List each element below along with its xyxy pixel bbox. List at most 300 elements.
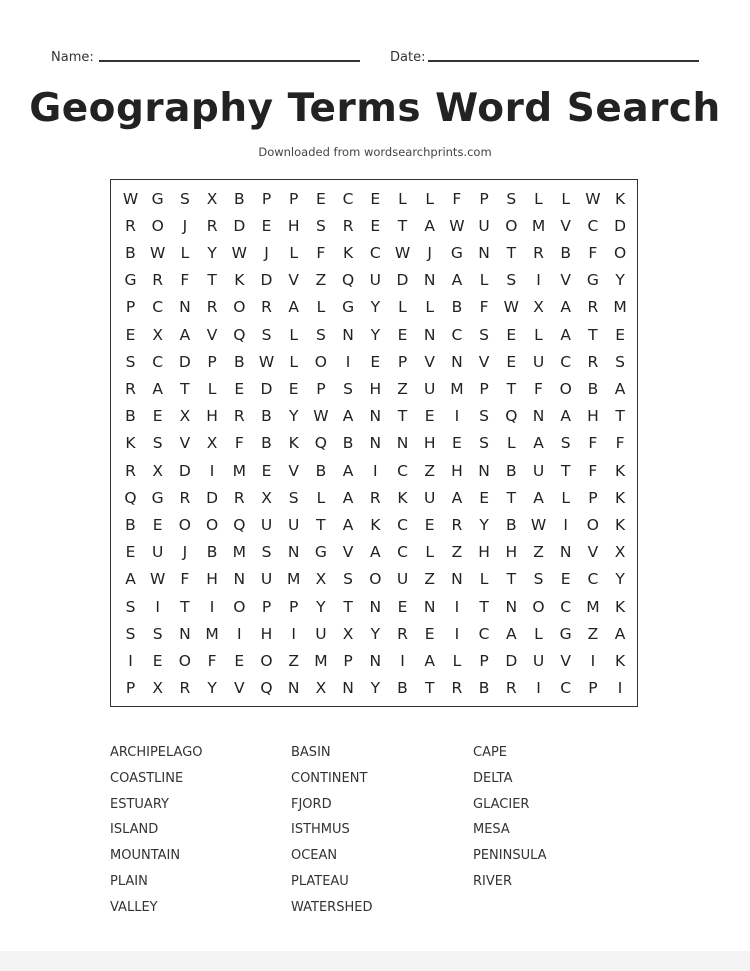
grid-cell[interactable]: S: [152, 434, 163, 453]
grid-cell[interactable]: N: [478, 243, 490, 262]
grid-cell[interactable]: O: [559, 379, 572, 398]
grid-cell[interactable]: B: [125, 515, 136, 534]
grid-cell[interactable]: T: [207, 271, 217, 290]
grid-cell[interactable]: A: [533, 488, 544, 507]
grid-cell[interactable]: I: [237, 624, 242, 643]
grid-cell[interactable]: Y: [207, 679, 217, 698]
grid-cell[interactable]: S: [125, 352, 136, 371]
grid-cell[interactable]: L: [289, 243, 298, 262]
grid-cell[interactable]: K: [615, 488, 626, 507]
name-field[interactable]: [99, 60, 360, 62]
grid-cell[interactable]: F: [588, 243, 598, 262]
grid-cell[interactable]: P: [479, 379, 489, 398]
grid-cell[interactable]: Q: [124, 488, 137, 507]
grid-cell[interactable]: W: [150, 243, 166, 262]
grid-cell[interactable]: B: [505, 461, 517, 480]
grid-cell[interactable]: E: [152, 515, 163, 534]
grid-cell[interactable]: E: [234, 379, 245, 398]
grid-cell[interactable]: E: [152, 407, 163, 426]
grid-cell[interactable]: B: [451, 298, 463, 317]
grid-cell[interactable]: K: [615, 461, 626, 480]
grid-cell[interactable]: Z: [587, 624, 599, 643]
grid-cell[interactable]: Y: [370, 679, 381, 698]
grid-cell[interactable]: L: [506, 434, 516, 453]
grid-cell[interactable]: E: [424, 515, 435, 534]
grid-cell[interactable]: R: [125, 216, 136, 235]
grid-cell[interactable]: F: [180, 271, 190, 290]
grid-cell[interactable]: V: [342, 543, 354, 562]
grid-cell[interactable]: N: [179, 298, 191, 317]
grid-cell[interactable]: S: [479, 407, 490, 426]
grid-cell[interactable]: L: [316, 488, 326, 507]
grid-cell[interactable]: S: [343, 379, 354, 398]
grid-cell[interactable]: L: [561, 189, 570, 208]
grid-cell[interactable]: Q: [341, 271, 355, 290]
grid-cell[interactable]: H: [423, 434, 436, 453]
date-field[interactable]: [428, 60, 699, 62]
grid-cell[interactable]: P: [479, 651, 489, 670]
grid-cell[interactable]: C: [397, 515, 408, 534]
grid-cell[interactable]: O: [151, 216, 164, 235]
grid-cell[interactable]: R: [233, 488, 245, 507]
grid-cell[interactable]: O: [233, 298, 246, 317]
grid-cell[interactable]: D: [260, 379, 273, 398]
grid-cell[interactable]: N: [287, 543, 300, 562]
grid-cell[interactable]: U: [260, 570, 273, 589]
grid-cell[interactable]: T: [343, 597, 353, 616]
grid-cell[interactable]: Q: [233, 515, 246, 534]
grid-cell[interactable]: C: [397, 543, 408, 562]
grid-cell[interactable]: Y: [207, 243, 217, 262]
grid-cell[interactable]: F: [316, 243, 326, 262]
grid-cell[interactable]: W: [122, 189, 139, 208]
grid-cell[interactable]: N: [423, 271, 436, 290]
grid-cell[interactable]: N: [369, 434, 382, 453]
grid-cell[interactable]: R: [125, 379, 136, 398]
grid-cell[interactable]: O: [505, 216, 518, 235]
grid-cell[interactable]: E: [506, 325, 517, 344]
grid-cell[interactable]: A: [288, 298, 299, 317]
grid-cell[interactable]: J: [427, 243, 432, 262]
grid-cell[interactable]: T: [180, 597, 190, 616]
grid-cell[interactable]: E: [451, 434, 462, 453]
grid-cell[interactable]: D: [260, 271, 273, 290]
grid-cell[interactable]: V: [560, 271, 571, 290]
grid-cell[interactable]: E: [370, 216, 381, 235]
grid-cell[interactable]: D: [614, 216, 627, 235]
grid-cell[interactable]: Z: [315, 271, 327, 290]
grid-cell[interactable]: C: [451, 325, 463, 344]
grid-cell[interactable]: K: [615, 651, 626, 670]
grid-cell[interactable]: I: [536, 271, 541, 290]
grid-cell[interactable]: S: [506, 189, 517, 208]
grid-cell[interactable]: X: [614, 543, 626, 562]
grid-cell[interactable]: L: [289, 325, 298, 344]
grid-cell[interactable]: W: [394, 243, 411, 262]
grid-cell[interactable]: U: [288, 515, 300, 534]
grid-cell[interactable]: A: [560, 407, 571, 426]
grid-cell[interactable]: A: [533, 434, 544, 453]
grid-cell[interactable]: B: [505, 515, 517, 534]
grid-cell[interactable]: R: [342, 216, 354, 235]
grid-cell[interactable]: T: [316, 515, 326, 534]
grid-cell[interactable]: A: [424, 216, 435, 235]
grid-cell[interactable]: Y: [316, 597, 326, 616]
grid-cell[interactable]: Z: [288, 651, 299, 670]
grid-cell[interactable]: Y: [370, 624, 381, 643]
grid-cell[interactable]: T: [506, 379, 517, 398]
grid-cell[interactable]: H: [587, 407, 599, 426]
grid-cell[interactable]: P: [316, 379, 326, 398]
grid-cell[interactable]: S: [615, 352, 626, 371]
grid-cell[interactable]: O: [586, 515, 599, 534]
grid-cell[interactable]: N: [369, 407, 382, 426]
grid-cell[interactable]: E: [315, 189, 326, 208]
grid-cell[interactable]: G: [314, 543, 327, 562]
grid-cell[interactable]: F: [534, 379, 543, 398]
grid-cell[interactable]: L: [534, 189, 543, 208]
grid-cell[interactable]: C: [560, 352, 572, 371]
grid-cell[interactable]: S: [288, 488, 299, 507]
grid-cell[interactable]: N: [369, 651, 382, 670]
grid-cell[interactable]: L: [425, 543, 434, 562]
grid-cell[interactable]: D: [206, 488, 219, 507]
grid-cell[interactable]: Y: [615, 570, 625, 589]
grid-cell[interactable]: B: [261, 434, 272, 453]
grid-cell[interactable]: C: [397, 461, 408, 480]
grid-cell[interactable]: U: [315, 624, 327, 643]
grid-cell[interactable]: S: [479, 434, 490, 453]
grid-cell[interactable]: P: [289, 597, 299, 616]
grid-cell[interactable]: L: [289, 352, 298, 371]
grid-cell[interactable]: N: [342, 325, 354, 344]
grid-cell[interactable]: R: [397, 624, 408, 643]
grid-cell[interactable]: L: [398, 189, 407, 208]
grid-cell[interactable]: A: [369, 543, 381, 562]
grid-cell[interactable]: B: [560, 243, 571, 262]
grid-cell[interactable]: P: [289, 189, 299, 208]
grid-cell[interactable]: B: [397, 679, 408, 698]
grid-cell[interactable]: S: [506, 271, 517, 290]
grid-cell[interactable]: T: [397, 407, 408, 426]
grid-cell[interactable]: H: [369, 379, 382, 398]
grid-cell[interactable]: R: [206, 216, 218, 235]
grid-cell[interactable]: L: [479, 271, 489, 290]
grid-cell[interactable]: P: [588, 679, 598, 698]
grid-cell[interactable]: I: [209, 597, 215, 616]
grid-cell[interactable]: I: [345, 352, 351, 371]
grid-cell[interactable]: X: [342, 624, 354, 643]
grid-cell[interactable]: U: [260, 515, 273, 534]
grid-cell[interactable]: T: [397, 216, 408, 235]
grid-cell[interactable]: F: [588, 461, 598, 480]
grid-cell[interactable]: L: [534, 624, 543, 643]
grid-cell[interactable]: V: [424, 352, 435, 371]
grid-cell[interactable]: A: [342, 488, 354, 507]
grid-cell[interactable]: S: [533, 570, 544, 589]
grid-cell[interactable]: I: [209, 461, 215, 480]
grid-cell[interactable]: R: [587, 352, 599, 371]
grid-cell[interactable]: V: [587, 543, 599, 562]
grid-cell[interactable]: F: [479, 298, 489, 317]
grid-cell[interactable]: K: [343, 243, 354, 262]
grid-cell[interactable]: E: [261, 461, 272, 480]
grid-cell[interactable]: Y: [288, 407, 299, 426]
word-search-grid[interactable]: [110, 179, 638, 707]
grid-cell[interactable]: I: [563, 515, 568, 534]
grid-cell[interactable]: W: [530, 515, 547, 534]
grid-cell[interactable]: X: [315, 679, 327, 698]
grid-cell[interactable]: N: [396, 434, 409, 453]
grid-cell[interactable]: P: [479, 189, 489, 208]
grid-cell[interactable]: R: [179, 488, 191, 507]
grid-cell[interactable]: T: [180, 379, 190, 398]
grid-cell[interactable]: I: [454, 407, 460, 426]
grid-cell[interactable]: I: [373, 461, 378, 480]
grid-cell[interactable]: O: [205, 515, 219, 534]
grid-cell[interactable]: T: [424, 679, 435, 698]
grid-cell[interactable]: M: [232, 461, 246, 480]
grid-cell[interactable]: A: [614, 624, 626, 643]
grid-cell[interactable]: O: [178, 651, 191, 670]
grid-cell[interactable]: H: [505, 543, 518, 562]
grid-cell[interactable]: N: [423, 597, 436, 616]
grid-cell[interactable]: C: [152, 352, 164, 371]
grid-cell[interactable]: S: [179, 189, 190, 208]
grid-cell[interactable]: U: [152, 543, 164, 562]
grid-cell[interactable]: A: [424, 651, 435, 670]
grid-cell[interactable]: W: [313, 407, 329, 426]
grid-cell[interactable]: R: [125, 461, 136, 480]
grid-cell[interactable]: N: [559, 543, 572, 562]
grid-cell[interactable]: N: [423, 325, 436, 344]
grid-cell[interactable]: K: [288, 434, 299, 453]
grid-cell[interactable]: K: [615, 189, 626, 208]
grid-cell[interactable]: Z: [533, 543, 544, 562]
grid-cell[interactable]: Y: [370, 325, 381, 344]
grid-cell[interactable]: I: [536, 679, 541, 698]
grid-cell[interactable]: B: [342, 434, 354, 453]
grid-cell[interactable]: O: [178, 515, 191, 534]
grid-cell[interactable]: H: [206, 407, 218, 426]
grid-cell[interactable]: U: [532, 651, 545, 670]
grid-cell[interactable]: D: [178, 352, 191, 371]
grid-cell[interactable]: K: [234, 271, 245, 290]
grid-cell[interactable]: B: [233, 189, 245, 208]
grid-cell[interactable]: C: [152, 298, 164, 317]
grid-cell[interactable]: M: [531, 216, 546, 235]
grid-cell[interactable]: V: [288, 461, 299, 480]
grid-cell[interactable]: T: [588, 325, 598, 344]
grid-cell[interactable]: J: [264, 243, 269, 262]
grid-cell[interactable]: R: [505, 679, 517, 698]
grid-cell[interactable]: W: [258, 352, 275, 371]
grid-cell[interactable]: P: [261, 189, 272, 208]
grid-cell[interactable]: A: [451, 488, 463, 507]
grid-cell[interactable]: R: [179, 679, 191, 698]
grid-cell[interactable]: Q: [314, 434, 327, 453]
grid-cell[interactable]: A: [179, 325, 191, 344]
grid-cell[interactable]: H: [478, 543, 490, 562]
grid-cell[interactable]: P: [397, 352, 408, 371]
grid-cell[interactable]: M: [586, 597, 600, 616]
grid-cell[interactable]: C: [587, 570, 599, 589]
grid-cell[interactable]: S: [125, 624, 136, 643]
grid-cell[interactable]: M: [314, 651, 328, 670]
grid-cell[interactable]: P: [343, 651, 353, 670]
grid-cell[interactable]: Q: [505, 407, 518, 426]
grid-cell[interactable]: E: [234, 651, 245, 670]
grid-cell[interactable]: Y: [479, 515, 489, 534]
grid-cell[interactable]: L: [425, 298, 434, 317]
grid-cell[interactable]: K: [397, 488, 408, 507]
grid-cell[interactable]: O: [532, 597, 545, 616]
grid-cell[interactable]: H: [287, 216, 300, 235]
grid-cell[interactable]: X: [315, 570, 327, 589]
grid-cell[interactable]: H: [451, 461, 463, 480]
grid-cell[interactable]: W: [503, 298, 519, 317]
grid-cell[interactable]: W: [150, 570, 166, 589]
grid-cell[interactable]: N: [451, 352, 463, 371]
grid-cell[interactable]: R: [261, 298, 272, 317]
grid-cell[interactable]: B: [587, 379, 599, 398]
grid-cell[interactable]: E: [288, 379, 299, 398]
grid-cell[interactable]: E: [370, 189, 381, 208]
grid-cell[interactable]: S: [125, 597, 136, 616]
grid-cell[interactable]: E: [506, 352, 517, 371]
grid-cell[interactable]: C: [560, 597, 572, 616]
grid-cell[interactable]: V: [233, 679, 245, 698]
grid-cell[interactable]: L: [452, 651, 462, 670]
grid-cell[interactable]: E: [424, 624, 435, 643]
grid-cell[interactable]: X: [206, 189, 218, 208]
grid-cell[interactable]: I: [454, 624, 460, 643]
grid-cell[interactable]: X: [152, 325, 163, 344]
grid-cell[interactable]: Z: [451, 543, 463, 562]
grid-cell[interactable]: T: [615, 407, 625, 426]
grid-cell[interactable]: N: [179, 624, 191, 643]
grid-cell[interactable]: O: [260, 651, 273, 670]
grid-cell[interactable]: A: [505, 624, 517, 643]
grid-cell[interactable]: P: [261, 597, 272, 616]
grid-cell[interactable]: R: [451, 515, 463, 534]
grid-cell[interactable]: I: [590, 651, 596, 670]
grid-cell[interactable]: N: [287, 679, 300, 698]
grid-cell[interactable]: E: [152, 651, 163, 670]
grid-cell[interactable]: D: [505, 651, 518, 670]
grid-cell[interactable]: O: [369, 570, 382, 589]
grid-cell[interactable]: G: [342, 298, 355, 317]
grid-cell[interactable]: F: [234, 434, 244, 453]
grid-cell[interactable]: B: [233, 352, 245, 371]
grid-cell[interactable]: E: [560, 570, 571, 589]
grid-cell[interactable]: A: [342, 461, 354, 480]
grid-cell[interactable]: J: [182, 216, 188, 235]
grid-cell[interactable]: V: [560, 651, 571, 670]
grid-cell[interactable]: M: [287, 570, 301, 589]
grid-cell[interactable]: R: [152, 271, 164, 290]
grid-cell[interactable]: X: [152, 461, 163, 480]
grid-cell[interactable]: L: [316, 298, 326, 317]
grid-cell[interactable]: S: [261, 543, 272, 562]
grid-cell[interactable]: R: [451, 679, 463, 698]
grid-cell[interactable]: R: [533, 243, 544, 262]
grid-cell[interactable]: U: [478, 216, 490, 235]
grid-cell[interactable]: O: [314, 352, 327, 371]
grid-cell[interactable]: D: [178, 461, 191, 480]
grid-cell[interactable]: A: [614, 379, 626, 398]
grid-cell[interactable]: E: [125, 543, 136, 562]
grid-cell[interactable]: R: [587, 298, 599, 317]
grid-cell[interactable]: E: [261, 216, 272, 235]
grid-cell[interactable]: V: [288, 271, 299, 290]
grid-cell[interactable]: N: [532, 407, 545, 426]
grid-cell[interactable]: S: [560, 434, 571, 453]
grid-cell[interactable]: B: [261, 407, 272, 426]
grid-cell[interactable]: P: [588, 488, 598, 507]
grid-cell[interactable]: P: [125, 298, 136, 317]
grid-cell[interactable]: K: [370, 515, 381, 534]
grid-cell[interactable]: R: [206, 298, 218, 317]
grid-cell[interactable]: X: [206, 434, 218, 453]
grid-cell[interactable]: T: [506, 488, 517, 507]
grid-cell[interactable]: T: [506, 243, 517, 262]
grid-cell[interactable]: K: [615, 515, 626, 534]
grid-cell[interactable]: U: [532, 352, 545, 371]
grid-cell[interactable]: S: [343, 570, 354, 589]
grid-cell[interactable]: E: [125, 325, 136, 344]
grid-cell[interactable]: S: [152, 624, 163, 643]
grid-cell[interactable]: X: [533, 298, 544, 317]
grid-cell[interactable]: M: [205, 624, 219, 643]
grid-cell[interactable]: A: [125, 570, 136, 589]
grid-cell[interactable]: M: [232, 543, 246, 562]
grid-cell[interactable]: R: [233, 407, 245, 426]
grid-cell[interactable]: C: [560, 679, 572, 698]
grid-cell[interactable]: E: [424, 407, 435, 426]
grid-cell[interactable]: X: [179, 407, 191, 426]
grid-cell[interactable]: F: [452, 189, 462, 208]
grid-cell[interactable]: N: [505, 597, 518, 616]
grid-cell[interactable]: M: [450, 379, 464, 398]
grid-cell[interactable]: F: [180, 570, 190, 589]
grid-cell[interactable]: K: [615, 597, 626, 616]
grid-cell[interactable]: D: [396, 271, 409, 290]
grid-cell[interactable]: E: [397, 325, 408, 344]
grid-cell[interactable]: J: [182, 543, 188, 562]
grid-cell[interactable]: A: [342, 407, 354, 426]
grid-cell[interactable]: V: [179, 434, 191, 453]
grid-cell[interactable]: S: [261, 325, 272, 344]
grid-cell[interactable]: L: [534, 325, 543, 344]
grid-cell[interactable]: N: [369, 597, 382, 616]
grid-cell[interactable]: A: [152, 379, 163, 398]
grid-cell[interactable]: K: [125, 434, 136, 453]
grid-cell[interactable]: D: [233, 216, 246, 235]
grid-cell[interactable]: N: [233, 570, 246, 589]
grid-cell[interactable]: L: [180, 243, 190, 262]
grid-cell[interactable]: B: [478, 679, 490, 698]
grid-cell[interactable]: S: [315, 216, 326, 235]
grid-cell[interactable]: E: [479, 488, 489, 507]
grid-cell[interactable]: N: [478, 461, 490, 480]
grid-cell[interactable]: E: [370, 352, 381, 371]
grid-cell[interactable]: A: [451, 271, 463, 290]
grid-cell[interactable]: G: [151, 488, 164, 507]
grid-cell[interactable]: M: [613, 298, 627, 317]
grid-cell[interactable]: I: [291, 624, 296, 643]
grid-cell[interactable]: B: [125, 407, 136, 426]
